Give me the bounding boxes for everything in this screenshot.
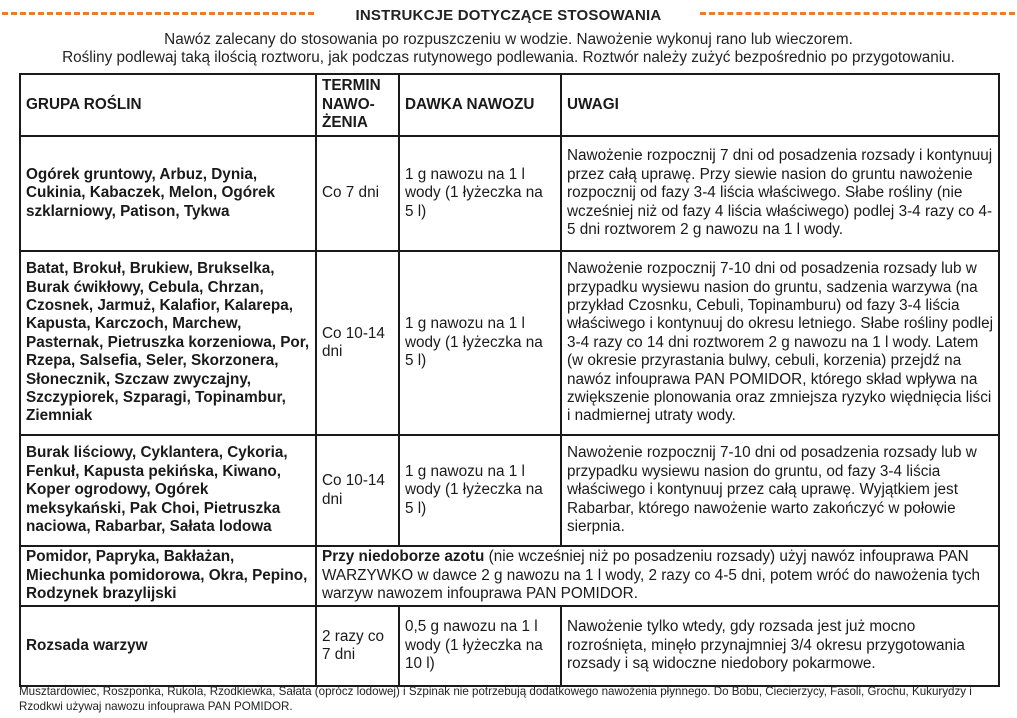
table-row [20, 435, 999, 546]
row-term: Co 7 dni [316, 136, 399, 251]
table-row [20, 606, 999, 686]
header-group: GRUPA ROŚLIN [20, 74, 316, 136]
row-term: 2 razy co 7 dni [316, 606, 399, 686]
row-notes: Nawożenie rozpocznij 7-10 dni od posadzenia rozsady lub w przypadku wysiewu nasion do gruntu, sadzenia warzywa (na przykład Czosnku, Cebuli, Topinamburu) od fazy 3-4 liścia właściwego i kontynuuj do okresu letniego. Słabe rośliny podlej 3-4 razy co 14 dni roztworem 2 g nawozu na 1 l wody. Latem (w okresie przyrastania bulwy, cebuli, korzenia) przejdź na nawóz infouprawa PAN POMIDOR, którego skład wpływa na zwiększenie plonowania oraz zmniejsza ryzyko więdnięcia liści i nadmiernej utraty wody. [561, 251, 999, 435]
table-row [20, 136, 999, 251]
header-term: TERMIN NAWO-ŻENIA [316, 74, 399, 136]
header-row [0, 2, 1017, 28]
row-dose: 1 g nawozu na 1 l wody (1 łyżeczka na 5 l) [399, 251, 561, 435]
row-group: Rozsada warzyw [20, 606, 316, 686]
intro-line-1: Nawóz zalecany do stosowania po rozpuszczeniu w wodzie. Nawożenie wykonuj rano lub wieczorem. [164, 31, 853, 48]
row-group: Burak liściowy, Cyklantera, Cykoria, Fenkuł, Kapusta pekińska, Kiwano, Koper ogrodowy, Ogórek meksykański, Pak Choi, Pietruszka naciowa, Rabarbar, Sałata lodowa [20, 435, 316, 546]
table-header-row [20, 74, 999, 136]
page-title: INSTRUKCJE DOTYCZĄCE STOSOWANIA [355, 7, 662, 24]
note-emphasis: Przy niedoborze azotu [322, 548, 485, 566]
row-notes: Nawożenie rozpocznij 7-10 dni od posadzenia rozsady lub w przypadku wysiewu nasion do gruntu, od fazy 3-4 liścia właściwego i kontynuuj przez całą uprawę. Wyjątkiem jest Rabarbar, którego nawożenie warto zakończyć w połowie sierpnia. [561, 435, 999, 546]
table-row [20, 251, 999, 435]
intro-line-2: Rośliny podlewaj taką ilością roztworu, jak podczas rutynowego podlewania. Roztwór należy zużyć bezpośrednio po przygotowaniu. [62, 49, 955, 66]
row-group: Batat, Brokuł, Brukiew, Brukselka, Burak ćwikłowy, Cebula, Chrzan, Czosnek, Jarmuż, Kalafior, Kalarepa, Kapusta, Karczoch, Marchew, Pasternak, Pietruszka korzeniowa, Por, Rzepa, Salsefia, Seler, Skorzonera, Słonecznik, Szczaw zwyczajny, Szczypiorek, Szparagi, Topinambur, Ziemniak [20, 251, 316, 435]
right-dashed-divider [700, 12, 1015, 15]
row-dose: 0,5 g nawozu na 1 l wody (1 łyżeczka na 10 l) [399, 606, 561, 686]
row-notes-merged [316, 546, 999, 606]
row-group: Ogórek gruntowy, Arbuz, Dynia, Cukinia, Kabaczek, Melon, Ogórek szklarniowy, Patison, Tykwa [20, 136, 316, 251]
dosage-table [19, 73, 1000, 687]
row-dose: 1 g nawozu na 1 l wody (1 łyżeczka na 5 l) [399, 435, 561, 546]
row-notes: Nawożenie rozpocznij 7 dni od posadzenia rozsady i kontynuuj przez całą uprawę. Przy siewie nasion do gruntu nawożenie rozpocznij od fazy 3-4 liścia właściwego. Słabe rośliny (nie wcześniej niż od fazy 4 liścia właściwego) podlej 3-4 razy co 4-5 dni roztworem 2 g nawozu na 1 l wody. [561, 136, 999, 251]
header-notes: UWAGI [561, 74, 999, 136]
row-term: Co 10-14 dni [316, 435, 399, 546]
header-dose: DAWKA NAWOZU [399, 74, 561, 136]
table-row [20, 546, 999, 606]
row-notes: Nawożenie tylko wtedy, gdy rozsada jest już mocno rozrośnięta, minęło przynajmniej 3/4 okresu przygotowania rozsady i są widoczne niedobory pokarmowe. [561, 606, 999, 686]
row-term: Co 10-14 dni [316, 251, 399, 435]
row-dose: 1 g nawozu na 1 l wody (1 łyżeczka na 5 l) [399, 136, 561, 251]
row-group: Pomidor, Papryka, Bakłażan, Miechunka pomidorowa, Okra, Pepino, Rodzynek brazylijski [20, 546, 316, 606]
footnote: Musztardowiec, Roszponka, Rukola, Rzodkiewka, Sałata (oprócz lodowej) i Szpinak nie potrzebują dodatkowego nawożenia płynnego. Do Bobu, Ciecierzycy, Fasoli, Grochu, Kukurydzy i Rzodkwi używaj nawozu infouprawa PAN POMIDOR. [19, 685, 972, 713]
note-text: (nie wcześniej niż po posadzeniu rozsady) użyj nawóz infouprawa PAN WARZYWKO w dawce 2 g nawozu na 1 l wody, 2 razy co 4-5 dni, potem wróć do nawożenia tych warzyw nawozem infouprawa PAN POMIDOR. [322, 548, 981, 603]
